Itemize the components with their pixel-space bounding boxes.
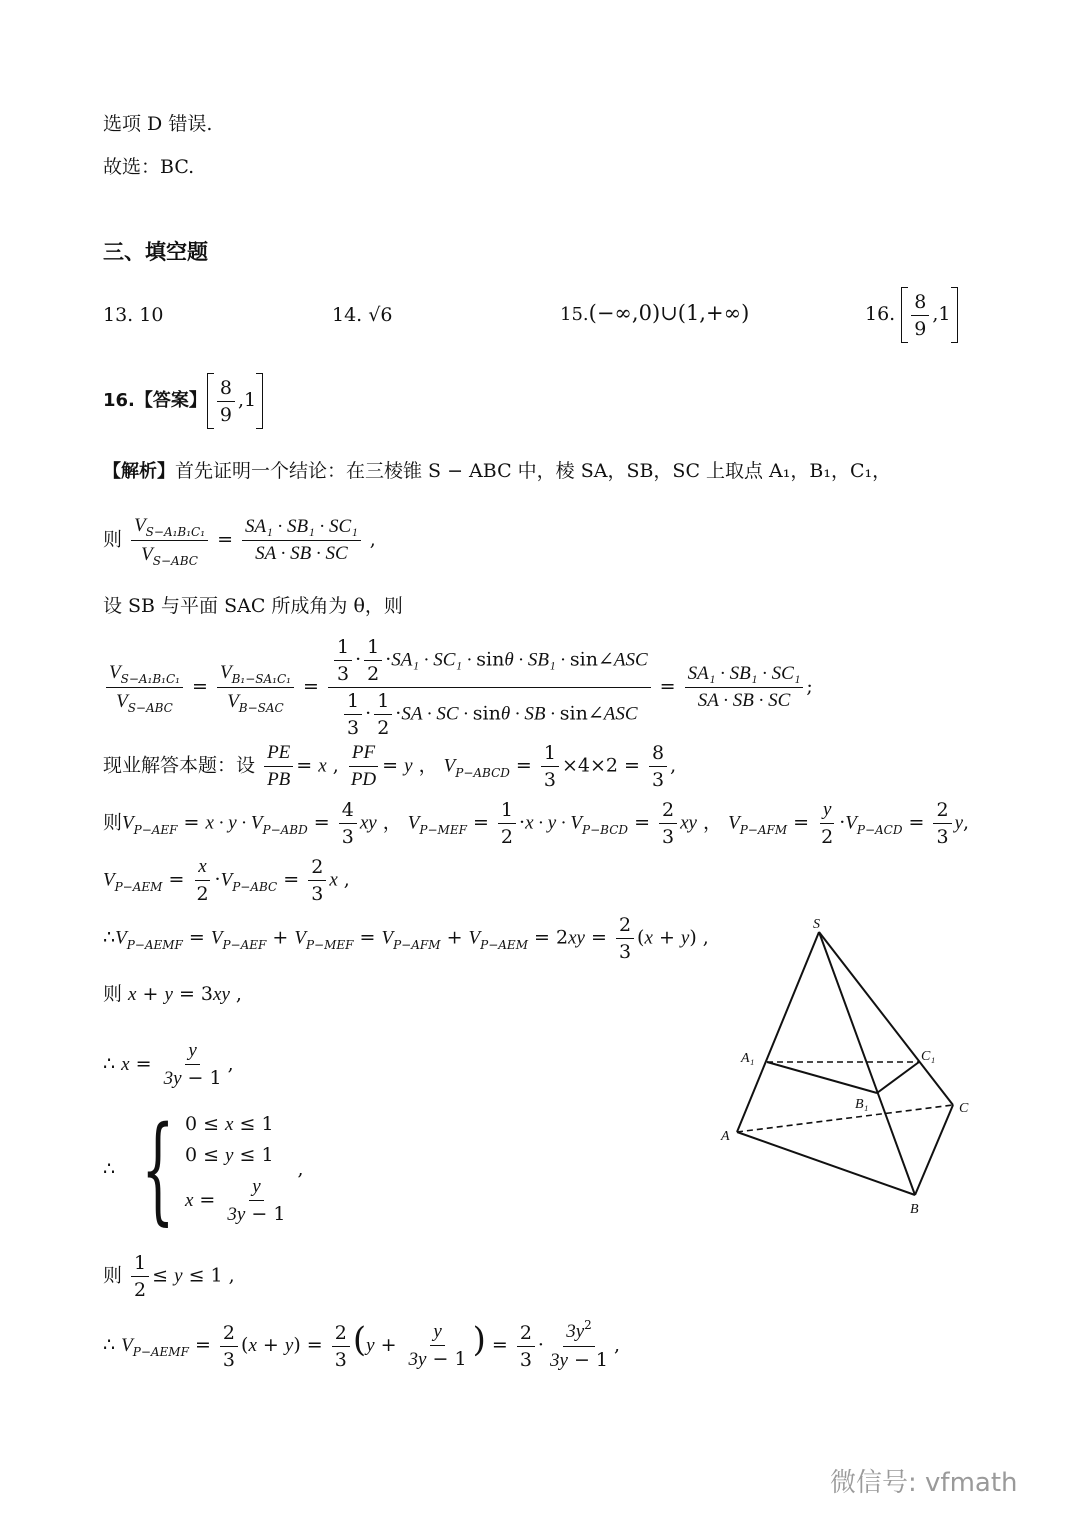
formula-5: $V_{P-AEM}$ = $\frac{x}{2}$ $\cdot V_{P-ABC}$ = $\frac{2}{3}$ x , xyxy=(103,856,350,905)
section-title: 三、填空题 xyxy=(103,240,208,264)
label-C: C xyxy=(959,1101,969,1116)
answer-14-number: 14. xyxy=(332,304,363,326)
formula-10: 则 $\frac{1}{2}$ ≤ y ≤ 1 , xyxy=(103,1252,235,1301)
answer-15-number: 15. xyxy=(560,304,589,325)
watermark: 微信号: vfmath xyxy=(830,1468,1018,1498)
formula-11: ∴ $V_{P-AEMF}$ = $\frac{2}{3}$ (x + y) = $\frac{2}{3}$ (y + $\frac{y}{3y - 1}$ ) = $\frac{2}{3}$ · $\frac{3y^2}{3y - 1}$ , xyxy=(103,1318,621,1371)
answer-16-number: 16. xyxy=(865,303,896,325)
formula-2: $\frac{V_{S-A_1B_1C_1}}{V_{S-ABC}}$ = $\frac{V_{B_1-SA_1C_1}}{V_{B-SAC}}$ = $\frac{1}{3}$ · $\frac{1}{2}$ ·SA₁ · SC₁ · sinθ · SB₁ · sin∠ASC $\frac{1}{3}$ · $\frac{1}{2}$ ·SA · SC · sinθ · SB · sin∠ASC = $\frac{\text{SA₁ · SB₁ · SC₁}}{SA \cdot SB \cdot SC}$ ; xyxy=(103,634,813,741)
answer-16: 16. $\frac{8}{9}$ ,1 xyxy=(865,287,958,343)
formula-7: 则 x + y = 3xy , xyxy=(103,983,242,1005)
pyramid-figure xyxy=(715,910,985,1220)
formula-4: 则$V_{P-AEF} = x \cdot y \cdot V_{P-ABD}$ = $\frac{4}{3}$ xy ， $V_{P-MEF}$ = $\frac{1}{2}$ $\cdot x \cdot y \cdot V_{P-BCD}$ = $\frac{2}{3}$ xy ， $V_{P-AFM}$ = $\frac{y}{2}$ $\cdot V_{P-ACD}$ = $\frac{2}{3}$ y, xyxy=(103,799,970,848)
answer-15-value: (−∞,0)∪(1,+∞) xyxy=(588,301,750,325)
answer-13: 13. 10 xyxy=(103,304,164,326)
analysis-line: 【解析】首先证明一个结论：在三棱锥 S − ABC 中，棱 SA，SB，SC 上取点 A₁，B₁，C₁， xyxy=(103,460,892,482)
answer-14 xyxy=(332,304,392,326)
label-C1: C₁ xyxy=(921,1049,936,1064)
edge-SC xyxy=(819,932,953,1105)
label-A: A xyxy=(721,1129,730,1144)
let-line: 设 SB 与平面 SAC 所成角为 θ，则 xyxy=(103,595,403,617)
formula-6: $\therefore V_{P-AEMF} = V_{P-AEF} + V_{P-MEF} = V_{P-AFM} + V_{P-AEM} = 2xy$ = $\frac{2}{3}$ (x + y) , xyxy=(103,914,709,963)
formula-9: ∴ { 0 ≤ x ≤ 1 0 ≤ y ≤ 1 x = $\frac{y}{3y - 1}$ , xyxy=(103,1102,304,1237)
edge-A1B1 xyxy=(767,1062,877,1093)
edge-AC-hidden xyxy=(737,1105,953,1132)
answer-15 xyxy=(560,301,749,325)
label-B1: B₁ xyxy=(855,1097,869,1112)
edge-B1C1 xyxy=(877,1062,919,1093)
answer-14-value: √6 xyxy=(368,304,393,326)
edge-SA xyxy=(737,932,819,1132)
formula-3: 现业解答本题：设 $\frac{PE}{PB}$ = x , $\frac{PF}{PD}$ = y ， $V_{P-ABCD}$ = $\frac{1}{3}$ ×4×2 = $\frac{8}{3}$ , xyxy=(103,742,677,791)
label-S: S xyxy=(813,917,820,932)
edge-BC xyxy=(915,1105,953,1195)
text-line: 选项 D 错误. xyxy=(103,113,213,135)
text-line: 故选：BC. xyxy=(103,156,195,178)
formula-8: ∴ x = $\frac{y}{3y - 1}$ , xyxy=(103,1040,234,1089)
label-A1: A₁ xyxy=(741,1051,755,1066)
formula-1: 则 $\frac{V_{S-A_1B_1C_1}}{V_{S-ABC}}$ = $\frac{\text{SA₁ · SB₁ · SC₁}}{SA \cdot SB \cdot SC}$ , xyxy=(103,512,376,569)
q16-answer: 16.【答案】 $\frac{8}{9}$ ,1 xyxy=(103,373,263,429)
edge-SB xyxy=(819,932,915,1195)
label-B: B xyxy=(910,1202,919,1217)
edge-AB xyxy=(737,1132,915,1195)
